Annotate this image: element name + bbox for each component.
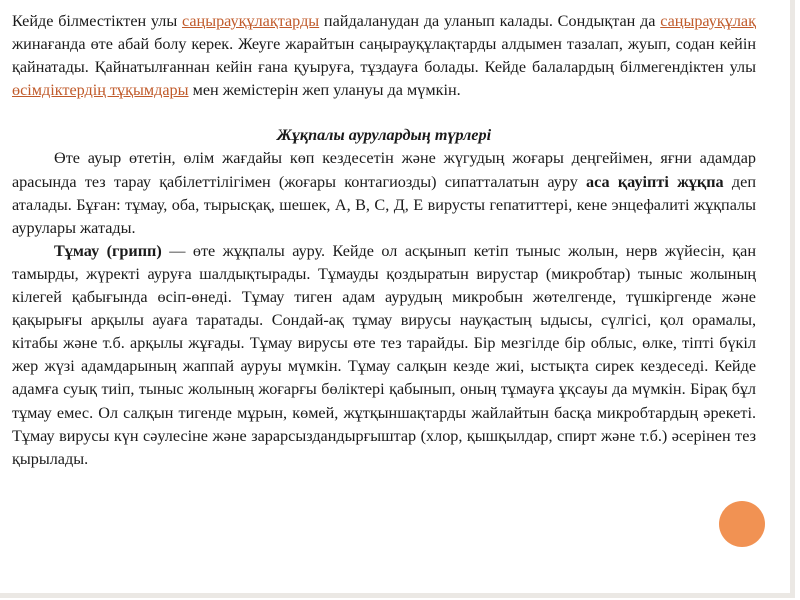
text-segment: — өте жұқпалы ауру. Кейде ол асқынып кетіп тыныс жолын, нерв жүйесін, қан тамырды, жүректі ауруға шалдықтырады. Тұмауды қоздыратын вирустар (микробтар) тыныс жолының кілегей қабығында өсіп-өнеді. Тұмау тиген адам аурудың микробын жөтелгенде, түшкіргенде және қақырығы арқылы ауаға таратады. Сондай-ақ тұмау вирусы науқастың ыдысы, сүлгісі, қол орамалы, кітабы және т.б. арқылы жұғады. Тұмау вирусы өте тез тарайды. Бір мезгілде бір облыс, өлке, тіпті бүкіл жер жүзі адамдарының жаппай ауруы мүмкін. Тұмау салқын кезде жиі, ыстықта сирек кездеседі. Кейде адамға суық тиіп, тыныс жолының жоғарғы бөліктері қабынып, оның тұмауға ұқсауы да мүмкін. Бірақ бұл тұмау емес. Ол салқын тигенде мұрын, көмей, жұтқыншақтарды жайлайтын басқа микробтардың әрекеті. Тұмау вирусы күн сәулесіне және зарарсыздандырғыштар (хлор, қышқылдар, спирт және т.б.) әсерінен тез қырылады. — [12, 241, 756, 468]
bold-term-influenza: Тұмау (грипп) — [54, 241, 162, 260]
text-segment: пайдаланудан да уланып калады. Сондықтан да — [319, 12, 661, 30]
paragraph-mushrooms — [12, 10, 756, 102]
text-segment: деп аталады. Бұған: тұмау, оба, тырысқақ, шешек, А, В, С, Д, Е вирусты гепатиттері, кене энцефалиті жұқпалы аурулары жатады. — [12, 172, 756, 237]
text-segment: Кейде білместіктен улы — [12, 12, 182, 30]
document-body — [12, 10, 756, 471]
link-mushroom[interactable]: саңырауқұлақ — [660, 12, 756, 30]
text-segment: мен жемістерін жеп улануы да мүмкін. — [188, 81, 461, 100]
paragraph-dangerous-infections — [12, 147, 756, 239]
section-heading: Жұқпалы аурулардың түрлері — [276, 126, 492, 145]
bold-term: аса қауіпті жұқпа — [586, 172, 724, 191]
paragraph-influenza — [12, 240, 756, 471]
text-segment: Өте ауыр өтетін, өлім жағдайы көп кездесетін және жүгудың жоғары деңгейімен, яғни адамдар арасында тез тарау қабілеттілігімен (жоғары контагиозды) сипатталатын ауру — [12, 149, 756, 191]
link-mushrooms[interactable]: саңырауқұлақтарды — [181, 12, 320, 30]
link-plant-seeds[interactable]: өсімдіктердің тұқымдары — [12, 81, 189, 100]
text-segment: жинағанда өте абай болу керек. Жеуге жарайтын саңырауқұлақтарды алдымен тазалап, жуып, содан кейін қайнатады. Қайнатылғаннан кейін ғана қуыруға, тұздауға болады. Кейде балалардың білмегендіктен улы — [12, 35, 756, 77]
